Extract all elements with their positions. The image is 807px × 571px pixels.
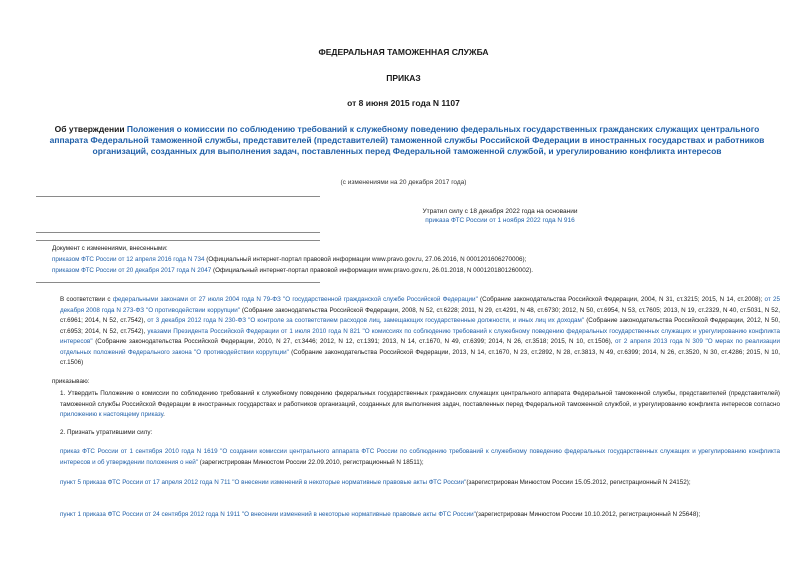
changes-link-2[interactable]: приказом ФТС России от 20 декабря 2017 года N 2047	[52, 267, 212, 274]
repealed-text-1: (зарегистрирован Минюстом России 22.09.2010, регистрационный N 18511);	[198, 458, 424, 466]
document-type: ПРИКАЗ	[386, 73, 421, 83]
repealed-link-3[interactable]: пункт 1 приказа ФТС России от 24 сентября 2012 года N 1911 "О внесении изменений в некоторые нормативные правовые акты ФТС России"	[60, 511, 476, 518]
title-prefix: Об утверждении	[54, 124, 127, 134]
divider	[36, 240, 320, 241]
repealed-link-1[interactable]: приказ ФТС России от 1 сентября 2010 года N 1619 "О создании комиссии центрального аппарата ФТС России по соблюдению требований к служебному поведению федеральных государственных служащих и урегулированию конфликта интересов и об утверждении положения о ней"	[60, 448, 780, 466]
order-word: приказываю:	[52, 378, 90, 385]
divider	[36, 232, 320, 233]
divider	[36, 196, 320, 197]
decree-link-309[interactable]: от 2 апреля 2013 года N 309 "О мерах по реализации отдельных положений Федерального закона "О противодействии коррупции"	[60, 338, 780, 356]
changes-link-1[interactable]: приказом ФТС России от 12 апреля 2016 года N 734	[52, 256, 205, 263]
law-link-273fz[interactable]: от 25 декабря 2008 года N 273-ФЗ "О противодействии коррупции"	[60, 296, 780, 314]
document-title	[46, 124, 768, 157]
divider	[36, 282, 320, 283]
preamble-text: (Собрание законодательства Российской Федерации, 2013, N 14, ст.1670, N 23, ст.2892, N 28, ст.3813, N 49, ст.6399; 2014, N 26, ст.3520, N 30, ст.4286; 2015, N 10, ст.1506)	[60, 348, 780, 366]
preamble-text: (Собрание законодательства Российской Федерации, 2008, N 52, ст.6228; 2011, N 29, ст.4291, N 48, ст.6730; 2012, N 50, ст.6954, N 53, ст.7605; 2013, N 19, ст.2329, N 40, ст.5031, N 52, ст.6961; 2014, N 52, ст.7542),	[60, 306, 780, 324]
appendix-link[interactable]: приложению к настоящему приказу	[60, 411, 164, 418]
title-link[interactable]: Положения о комиссии по соблюдению требований к служебному поведению федеральных государственных гражданских служащих центрального аппарата Федеральной таможенной службы, представителей (представителей) таможенной службы Российской Федерации в иностранных государствах и работников организаций, созданных для выполнения задач, поставленных перед Федеральной таможенной службой, и урегулированию конфликта интересов	[49, 124, 765, 156]
changes-item	[52, 254, 772, 265]
repealed-text-2: (зарегистрирован Минюстом России 15.05.2012, регистрационный N 24152);	[466, 479, 691, 486]
lapse-link[interactable]: приказа ФТС России от 1 ноября 2022 года N 916	[425, 217, 575, 224]
decree-link-821[interactable]: указами Президента Российской Федерации от 1 июля 2010 года N 821 "О комиссиях по соблюдению требований к служебному поведению федеральных государственных служащих и урегулированию конфликта интересов"	[60, 327, 780, 345]
repealed-link-2[interactable]: пункт 5 приказа ФТС России от 17 апреля 2012 года N 711 "О внесении изменений в некоторые нормативные правовые акты ФТС России"	[60, 479, 467, 486]
item-1-text: 1. Утвердить Положение о комиссии по соблюдению требований к служебному поведению федеральных государственных гражданских служащих центрального аппарата Федеральной таможенной службы, представителей (представителей) таможенной службы Российской Федерации в иностранных государствах и работников организаций, созданных для выполнения задач, поставленных перед Федеральной таможенной службой, и урегулированию конфликта интересов согласно	[60, 390, 780, 408]
preamble-text: (Собрание законодательства Российской Федерации, 2012, N 50, ст.6953; 2014, N 52, ст.7542),	[60, 317, 781, 335]
amendment-note: (с изменениями на 20 декабря 2017 года)	[340, 179, 467, 186]
changes-heading: Документ с изменениями, внесенными:	[52, 245, 168, 252]
repealed-item	[52, 447, 780, 468]
repealed-item	[52, 478, 780, 489]
law-link-230fz[interactable]: от 3 декабря 2012 года N 230-ФЗ "О контроле за соответствием расходов лиц, замещающих государственные должности, и иных лиц их доходам"	[147, 317, 585, 324]
changes-text-2: (Официальный интернет-портал правовой информации www.pravo.gov.ru, 26.01.2018, N 0001201801260002).	[211, 267, 534, 274]
repealed-text-3: (зарегистрирован Минюстом России 10.10.2012, регистрационный N 25648);	[475, 511, 701, 518]
item-2-paragraph: 2. Признать утратившими силу:	[60, 429, 153, 436]
changes-block	[52, 243, 772, 276]
preamble-text: В соответствии с	[60, 296, 113, 303]
changes-item	[52, 265, 772, 276]
law-link-79fz[interactable]: федеральными законами от 27 июля 2004 года N 79-ФЗ "О государственной гражданской службе Российской Федерации"	[112, 296, 478, 303]
item-1-paragraph	[52, 389, 780, 421]
document-date-number: от 8 июня 2015 года N 1107	[347, 98, 460, 108]
preamble-paragraph	[52, 295, 780, 369]
lapse-text: Утратил силу с 18 декабря 2022 года на основании	[422, 208, 578, 215]
agency-name: ФЕДЕРАЛЬНАЯ ТАМОЖЕННАЯ СЛУЖБА	[318, 47, 489, 57]
repealed-item	[52, 510, 780, 521]
item-1-text-end: .	[163, 411, 165, 418]
changes-text-1: (Официальный интернет-портал правовой информации www.pravo.gov.ru, 27.06.2016, N 0001201606270006);	[204, 256, 527, 263]
lapse-notice	[300, 207, 700, 225]
preamble-text: (Собрание законодательства Российской Федерации, 2010, N 27, ст.3446; 2012, N 12, ст.1391; 2013, N 14, ст.1670, N 49, ст.6399; 2014, N 26, ст.3518; 2015, N 10, ст.1506),	[92, 338, 616, 345]
preamble-text: (Собрание законодательства Российской Федерации, 2004, N 31, ст.3215; 2015, N 14, ст.2008);	[477, 296, 765, 303]
